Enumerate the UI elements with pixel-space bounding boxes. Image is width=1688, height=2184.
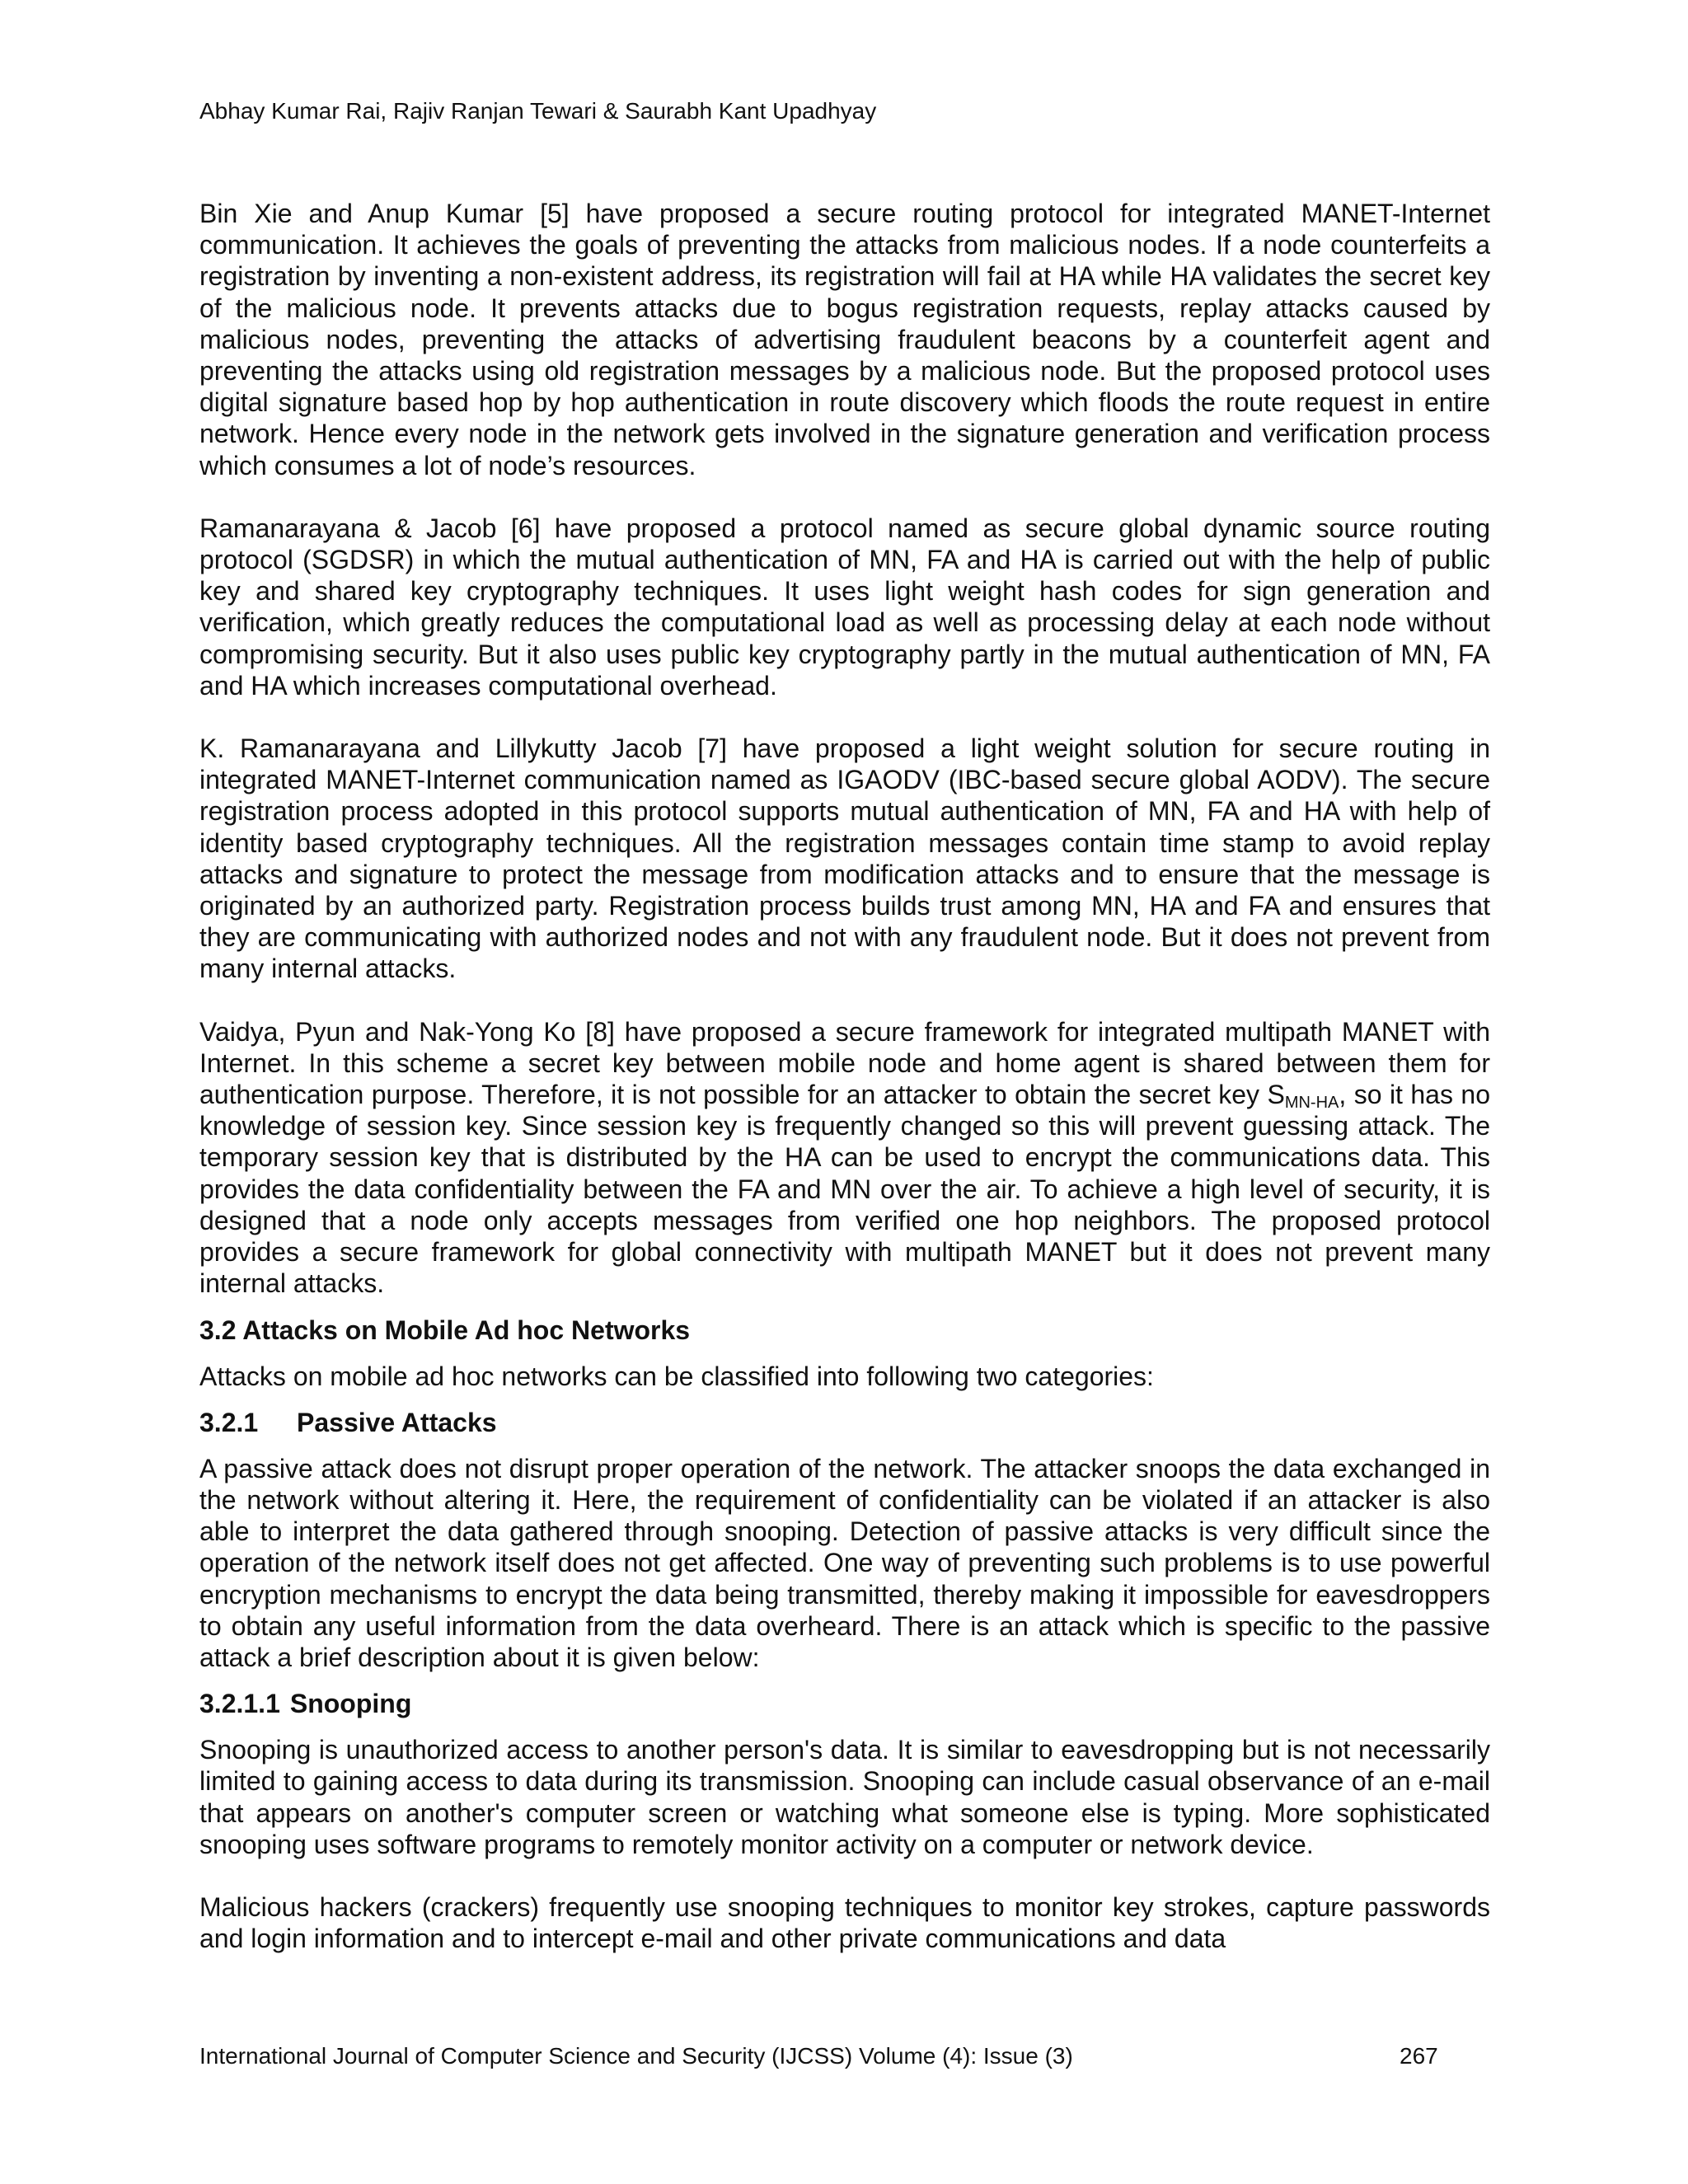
- page-body: [199, 198, 1490, 1985]
- paragraph-ramanarayana-jacob: Ramanarayana & Jacob [6] have proposed a protocol named as secure global dynamic source routing protocol (SGDSR) in which the mutual authentication of MN, FA and HA is carried out with the help of public key and shared key cryptography techniques. It uses light weight hash codes for sign generation and verification, which greatly reduces the computational load as well as processing delay at each node without compromising security. But it also uses public key cryptography partly in the mutual authentication of MN, FA and HA which increases computational overhead.: [199, 513, 1490, 701]
- paragraph-bin-xie: Bin Xie and Anup Kumar [5] have proposed a secure routing protocol for integrated MANET-Internet communication. It achieves the goals of preventing the attacks from malicious nodes. If a node counterfeits a registration by inventing a non-existent address, its registration will fail at HA while HA validates the secret key of the malicious node. It prevents attacks due to bogus registration requests, replay attacks caused by malicious nodes, preventing the attacks of advertising fraudulent beacons by a counterfeit agent and preventing the attacks using old registration messages by a malicious node. But the proposed protocol uses digital signature based hop by hop authentication in route discovery which floods the route request in entire network. Hence every node in the network gets involved in the signature generation and verification process which consumes a lot of node’s resources.: [199, 199, 1490, 480]
- page-number: 267: [1400, 2043, 1438, 2069]
- section-title-snooping: Snooping: [289, 1689, 412, 1719]
- paragraph-vaidya-part1: Vaidya, Pyun and Nak-Yong Ko [8] have proposed a secure framework for integrated multipath MANET with Internet. In this scheme a secret key between mobile node and home agent is shared between them for authentication purpose. Therefore, it is not possible for an attacker to obtain the secret key S: [199, 1016, 1490, 1110]
- section-heading-3-2-1: [199, 1407, 1490, 1438]
- section-title-passive-attacks: Passive Attacks: [297, 1407, 497, 1437]
- footer-journal: International Journal of Computer Science and Security (IJCSS) Volume (4): Issue (3): [199, 2043, 1073, 2069]
- paragraph-igaodv: K. Ramanarayana and Lillykutty Jacob [7] have proposed a light weight solution for secure routing in integrated MANET-Internet communication named as IGAODV (IBC-based secure global AODV). The secure registration process adopted in this protocol supports mutual authentication of MN, FA and HA with help of identity based cryptography techniques. All the registration messages contain time stamp to avoid replay attacks and signature to protect the message from modification attacks and to ensure that the message is originated by an authorized party. Registration process builds trust among MN, HA and FA and ensures that they are communicating with authorized nodes and not with any fraudulent node. But it does not prevent from many internal attacks.: [199, 733, 1490, 984]
- paragraph-snooping: Snooping is unauthorized access to another person's data. It is similar to eavesdropping but is not necessarily limited to gaining access to data during its transmission. Snooping can include casual observance of an e-mail that appears on another's computer screen or watching what someone else is typing. More sophisticated snooping uses software programs to remotely monitor activity on a computer or network device.: [199, 1735, 1490, 1859]
- paragraph-malicious-hackers: Malicious hackers (crackers) frequently use snooping techniques to monitor key strokes, capture passwords and login information and to intercept e-mail and other private communications and data: [199, 1891, 1490, 1954]
- secret-key-subscript: MN-HA: [1284, 1094, 1339, 1113]
- section-number-3-2-1: 3.2.1: [199, 1407, 259, 1437]
- running-header-authors: Abhay Kumar Rai, Rajiv Ranjan Tewari & Saurabh Kant Upadhyay: [199, 98, 877, 124]
- paragraph-vaidya-part2: , so it has no knowledge of session key. Since session key is frequently changed so this will prevent guessing attack. The temporary session key that is distributed by the HA can be used to encrypt the communications data. This provides the data confidentiality between the FA and MN over the air. To achieve a high level of security, it is designed that a node only accepts messages from verified one hop neighbors. The proposed protocol provides a secure framework for global connectivity with multipath MANET but it does not prevent many internal attacks.: [199, 1080, 1491, 1299]
- paragraph-vaidya: [199, 1016, 1490, 1300]
- page-footer: [199, 2042, 1436, 2070]
- paragraph-attack-categories: Attacks on mobile ad hoc networks can be classified into following two categories:: [199, 1361, 1154, 1391]
- section-heading-3-2-1-1: [199, 1688, 1490, 1719]
- section-number-3-2-1-1: 3.2.1.1: [199, 1689, 280, 1719]
- paragraph-passive-attack: A passive attack does not disrupt proper operation of the network. The attacker snoops the data exchanged in the network without altering it. Here, the requirement of confidentiality can be violated if an attacker is also able to interpret the data gathered through snooping. Detection of passive attacks is very difficult since the operation of the network itself does not get affected. One way of preventing such problems is to use powerful encryption mechanisms to encrypt the data being transmitted, thereby making it impossible for eavesdroppers to obtain any useful information from the data overheard. There is an attack which is specific to the passive attack a brief description about it is given below:: [199, 1453, 1490, 1672]
- section-heading-3-2: 3.2 Attacks on Mobile Ad hoc Networks: [199, 1315, 691, 1345]
